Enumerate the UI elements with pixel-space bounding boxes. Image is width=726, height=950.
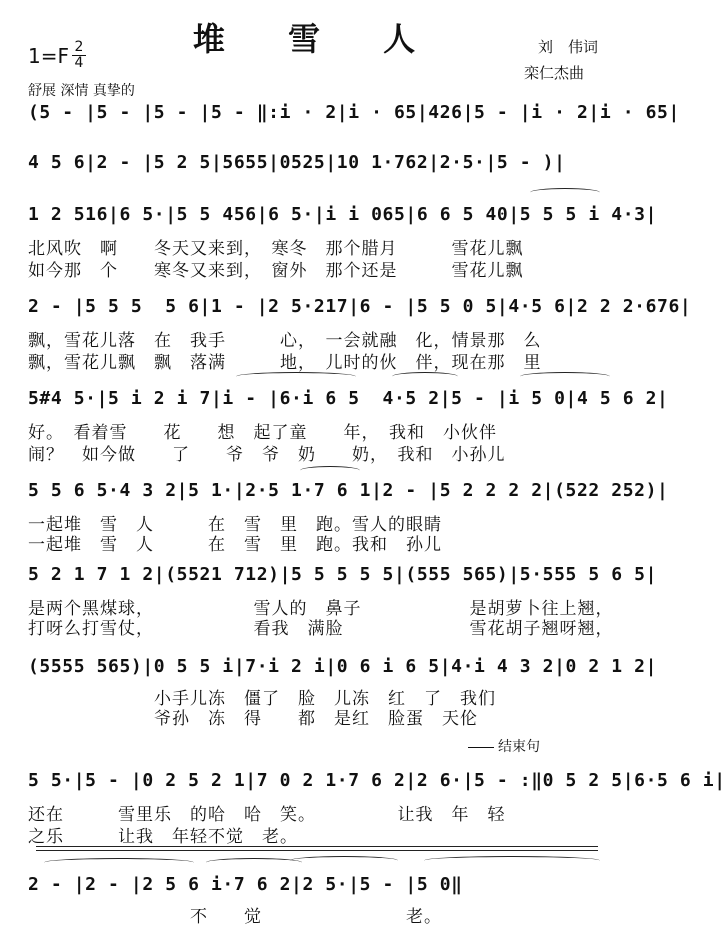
lyric-line-8-verse-1: 小手儿冻 僵了 脸 儿冻 红 了 我们 xyxy=(28,689,496,709)
score-line-1: (5 - |5 - |5 - |5 - ‖:i · 2|i · 65|426|5 - |i · 2|i · 65| xyxy=(28,102,680,123)
lyric-line-8-verse-2: 爷孙 冻 得 都 是红 脸蛋 天伦 xyxy=(28,709,478,729)
lyric-line-9-verse-1: 还在 雪里乐 的哈 哈 笑。 让我 年 轻 xyxy=(28,805,506,825)
song-title: 堆 雪 人 xyxy=(192,20,442,58)
lyric-line-7-verse-1: 是两个黑煤球， 雪人的 鼻子 是胡萝卜往上翘， xyxy=(28,599,614,619)
lyric-line-7-verse-2: 打呀么打雪仗， 看我 满脸 雪花胡子翘呀翘， xyxy=(28,619,614,639)
slur-mark xyxy=(392,372,458,381)
slur-mark xyxy=(236,372,356,381)
score-line-2: 4 5 6|2 - |5 2 5|5655|0525|10 1·762|2·5·|5 - )| xyxy=(28,152,566,173)
lyric-line-5-verse-2: 闹？ 如今做 了 爷 爷 奶 奶， 我和 小孙儿 xyxy=(28,445,506,465)
ending-section-marker: 结束句 xyxy=(468,736,540,756)
score-line-3: 1 2 516|6 5·|5 5 456|6 5·|i i 065|6 6 5 40|5 5 5 i 4·3| xyxy=(28,204,658,225)
time-signature-bottom: 4 xyxy=(72,55,86,71)
time-signature-top: 2 xyxy=(74,39,84,55)
score-line-8: (5555 565)|0 5 5 i|7·i 2 i|0 6 i 6 5|4·i 4 3 2|0 2 1 2| xyxy=(28,656,658,677)
score-line-4: 2 - |5 5 5 5 6|1 - |2 5·217|6 - |5 5 0 5|4·5 6|2 2 2·676| xyxy=(28,296,692,317)
score-line-7: 5 2 1 7 1 2|(5521 712)|5 5 5 5 5|(555 565)|5·555 5 6 5| xyxy=(28,564,658,585)
lyric-line-10: 不 觉 老。 xyxy=(28,907,442,927)
final-line-second-rule xyxy=(36,850,598,851)
key-signature: 1=F xyxy=(28,44,69,68)
lyric-line-6-verse-2: 一起堆 雪 人 在 雪 里 跑。我和 孙儿 xyxy=(28,535,442,555)
score-line-9: 5 5·|5 - |0 2 5 2 1|7 0 2 1·7 6 2|2 6·|5 - :‖0 5 2 5|6·5 6 i| xyxy=(28,770,726,791)
lyric-line-4-verse-1: 飘，雪花儿落 在 我手 心， 一会就融 化，情景那 么 xyxy=(28,331,542,351)
composer-credit: 栾仁杰曲 xyxy=(524,64,585,82)
slur-mark xyxy=(424,856,600,865)
tempo-marking: 舒展 深情 真挚的 xyxy=(28,83,135,99)
slur-mark xyxy=(44,858,194,867)
slur-mark xyxy=(290,856,398,865)
lyric-line-3-verse-2: 如今那 个 寒冬又来到， 窗外 那个还是 雪花儿飘 xyxy=(28,261,524,281)
score-line-6: 5 5 6 5·4 3 2|5 1·|2·5 1·7 6 1|2 - |5 2 2 2 2|(522 252)| xyxy=(28,480,669,501)
final-line-top-rule xyxy=(36,846,598,847)
time-signature xyxy=(72,40,86,71)
slur-mark xyxy=(300,466,360,475)
slur-mark xyxy=(206,858,302,867)
score-line-5: 5#4 5·|5 i 2 i 7|i - |6·i 6 5 4·5 2|5 - |i 5 0|4 5 6 2| xyxy=(28,388,669,409)
slur-mark xyxy=(520,372,610,381)
lyric-line-3-verse-1: 北风吹 啊 冬天又来到， 寒冬 那个腊月 雪花儿飘 xyxy=(28,239,524,259)
lyricist-credit: 刘 伟词 xyxy=(538,38,599,56)
score-line-10: 2 - |2 - |2 5 6 i·7 6 2|2 5·|5 - |5 0‖ xyxy=(28,874,463,895)
lyric-line-9-verse-2: 之乐 让我 年轻不觉 老。 xyxy=(28,827,298,847)
slur-mark xyxy=(530,188,600,197)
lyric-line-5-verse-1: 好。 看着雪 花 想 起了童 年， 我和 小伙伴 xyxy=(28,423,497,443)
lyric-line-4-verse-2: 飘，雪花儿飘 飘 落满 地， 儿时的伙 伴，现在那 里 xyxy=(28,353,542,373)
lyric-line-6-verse-1: 一起堆 雪 人 在 雪 里 跑。雪人的眼睛 xyxy=(28,515,442,535)
